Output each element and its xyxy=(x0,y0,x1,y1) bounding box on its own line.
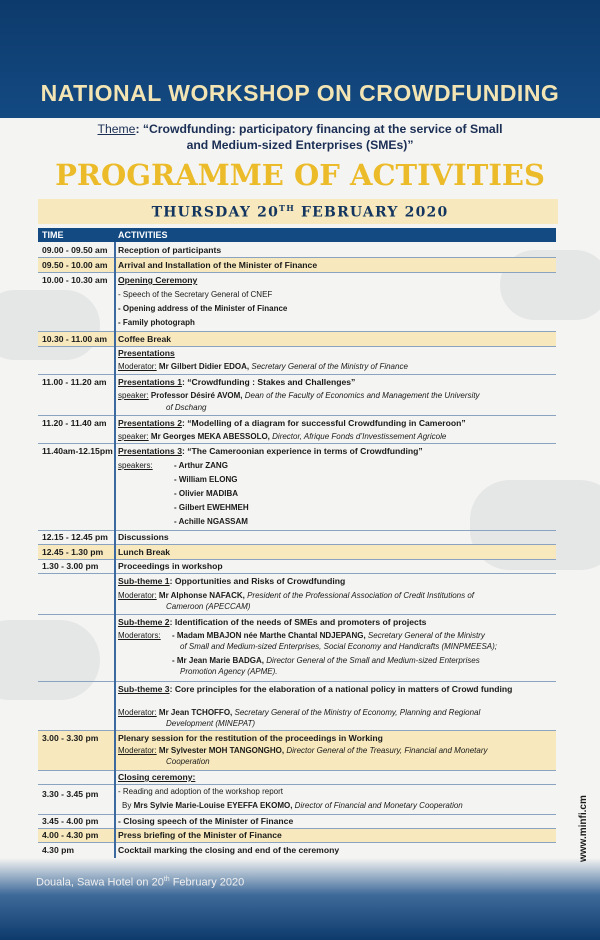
row-activity: Arrival and Installation of the Minister of Finance xyxy=(118,260,318,270)
moderator-role: President of the Professional Association of Credit Institutions of xyxy=(247,591,475,600)
moderator-role: Secretary General of the Ministry of Economy, Planning and Regional xyxy=(234,708,481,717)
row-activity: Lunch Break xyxy=(118,547,171,557)
presentation-label: Presentations 2 xyxy=(118,418,182,428)
row-time: 4.30 pm xyxy=(42,845,75,855)
presentation-title: : “Crowdfunding : Stakes and Challenges” xyxy=(182,377,356,387)
header-activities: ACTIVITIES xyxy=(118,230,168,240)
speakers-label: speakers: xyxy=(118,461,153,470)
speaker-name: Professor Désiré AVOM, xyxy=(150,391,243,400)
moderator-name: Mr Jean TCHOFFO, xyxy=(158,708,233,717)
date-day: THURSDAY 20 xyxy=(151,204,280,221)
row-activity: Plenary session for the restitution of the proceedings in Working xyxy=(118,733,383,743)
footer-place: Douala, Sawa Hotel on 20 xyxy=(36,876,164,889)
row-activity: Discussions xyxy=(118,532,169,542)
row-time: 1.30 - 3.00 pm xyxy=(42,561,99,571)
moderator-label: Moderator: xyxy=(118,591,157,600)
moderator-role: Promotion Agency (APME). xyxy=(180,667,278,676)
row-time: 09.50 - 10.00 am xyxy=(42,260,108,270)
footer-band xyxy=(0,858,600,940)
row-time: 11.40am-12.15pm xyxy=(42,446,113,456)
row-time: 10.00 - 10.30 am xyxy=(42,275,108,285)
speaker-name: - Achille NGASSAM xyxy=(174,517,248,526)
row-activity: Presentations xyxy=(118,348,175,358)
row-item: - Opening address of the Minister of Finance xyxy=(118,304,288,313)
row-time: 4.00 - 4.30 pm xyxy=(42,830,99,840)
subtheme-label: Sub-theme 1 xyxy=(118,576,170,586)
row-item: - Reading and adoption of the workshop report xyxy=(118,787,283,796)
speaker-role: Director, Afrique Fonds d’Investissement Agricole xyxy=(272,432,447,441)
theme-line1: : “Crowdfunding: participatory financing at the service of Small xyxy=(135,122,503,136)
row-item: - Family photograph xyxy=(118,318,195,327)
speaker-label: speaker: xyxy=(118,391,149,400)
row-item: - Speech of the Secretary General of CNEF xyxy=(118,290,273,299)
row-time: 11.20 - 11.40 am xyxy=(42,418,107,428)
moderator-label: Moderator: xyxy=(118,362,157,371)
row-activity: Press briefing of the Minister of Finance xyxy=(118,830,282,840)
moderator-role: Cooperation xyxy=(166,757,210,766)
moderators-label: Moderators: xyxy=(118,631,161,640)
speaker-name: Mr Georges MEKA ABESSOLO, xyxy=(150,432,270,441)
theme-label: Theme xyxy=(97,122,136,136)
by-label: By xyxy=(122,801,132,810)
moderator-role: Development (MINEPAT) xyxy=(166,719,256,728)
moderator-name: Mr Alphonse NAFACK, xyxy=(158,591,245,600)
row-activity: Cocktail marking the closing and end of the ceremony xyxy=(118,845,340,855)
row-activity: - Closing speech of the Minister of Finance xyxy=(118,816,294,826)
row-time: 12.45 - 1.30 pm xyxy=(42,547,104,557)
row-activity: Reception of participants xyxy=(118,245,222,255)
date-rest: FEBRUARY 2020 xyxy=(294,204,449,221)
moderator-role: Director General of the Treasury, Financial and Monetary xyxy=(286,746,488,755)
footer-rest: February 2020 xyxy=(169,876,245,889)
speaker-name: - Arthur ZANG xyxy=(174,461,228,470)
row-activity: Proceedings in workshop xyxy=(118,561,223,571)
subtheme-title: : Opportunities and Risks of Crowdfunding xyxy=(169,576,346,586)
header-time: TIME xyxy=(42,230,64,240)
speaker-name: - Gilbert EWEHMEH xyxy=(174,503,249,512)
row-activity: Opening Ceremony xyxy=(118,275,198,285)
row-activity: Closing ceremony: xyxy=(118,772,196,782)
footer-place-date xyxy=(36,876,244,889)
subtheme-label: Sub-theme 3 xyxy=(118,684,170,694)
speaker-label: speaker: xyxy=(118,432,149,441)
footer-sup: th xyxy=(163,876,170,883)
moderator-role: Secretary General of the Ministry of Finance xyxy=(251,362,408,371)
speaker-name: - Olivier MADIBA xyxy=(174,489,239,498)
row-time: 09.00 - 09.50 am xyxy=(42,245,108,255)
person-name: Mrs Sylvie Marie-Louise EYEFFA EKOMO, xyxy=(133,801,293,810)
speaker-name: - William ELONG xyxy=(174,475,238,484)
website-url[interactable]: www.minfi.cm xyxy=(578,795,589,862)
moderator-name: Mr Gilbert Didier EDOA, xyxy=(158,362,250,371)
theme-line2: and Medium-sized Enterprises (SMEs)” xyxy=(186,138,414,152)
workshop-title: NATIONAL WORKSHOP ON CROWDFUNDING xyxy=(40,80,560,106)
presentation-title: : “The Cameroonian experience in terms of Crowdfunding” xyxy=(182,446,423,456)
moderator-name: - Mr Jean Marie BADGA, xyxy=(172,656,265,665)
presentation-label: Presentations 1 xyxy=(118,377,182,387)
date-heading xyxy=(0,203,600,221)
person-role: Director of Financial and Monetary Cooperation xyxy=(294,801,463,810)
subtheme-title: : Core principles for the elaboration of a national policy in matters of Crowd funding xyxy=(169,684,513,694)
presentation-title: : “Modelling of a diagram for successful Crowdfunding in Cameroon” xyxy=(182,418,466,428)
subtheme-title: : Identification of the needs of SMEs and promoters of projects xyxy=(169,617,427,627)
moderator-role: Cameroon (APECCAM) xyxy=(166,602,251,611)
date-sup: TH xyxy=(279,203,295,213)
speaker-role: of Dschang xyxy=(166,403,207,412)
programme-title: PROGRAMME OF ACTIVITIES xyxy=(55,158,545,192)
moderator-label: Moderator: xyxy=(118,746,157,755)
presentation-label: Presentations 3 xyxy=(118,446,182,456)
row-time: 3.45 - 4.00 pm xyxy=(42,816,99,826)
moderator-role: Secretary General of the Ministry xyxy=(367,631,485,640)
row-time: 10.30 - 11.00 am xyxy=(42,334,107,344)
row-time: 3.00 - 3.30 pm xyxy=(42,733,99,743)
moderator-name: Mr Sylvester MOH TANGONGHO, xyxy=(158,746,285,755)
theme-text xyxy=(40,121,560,153)
moderator-role: Director General of the Small and Medium-sized Enterprises xyxy=(266,656,480,665)
row-time: 12.15 - 12.45 pm xyxy=(42,532,108,542)
speaker-role: Dean of the Faculty of Economics and Management the University xyxy=(244,391,480,400)
row-activity: Coffee Break xyxy=(118,334,172,344)
moderator-role: of Small and Medium-sized Enterprises, Social Economy and Handicrafts (MINPMEESA); xyxy=(180,642,498,651)
column-divider xyxy=(114,242,116,858)
subtheme-label: Sub-theme 2 xyxy=(118,617,170,627)
row-time: 3.30 - 3.45 pm xyxy=(42,789,99,799)
row-time: 11.00 - 11.20 am xyxy=(42,377,107,387)
table-header xyxy=(38,228,556,242)
moderator-name: - Madam MBAJON née Marthe Chantal NDJEPANG, xyxy=(172,631,366,640)
moderator-label: Moderator: xyxy=(118,708,157,717)
